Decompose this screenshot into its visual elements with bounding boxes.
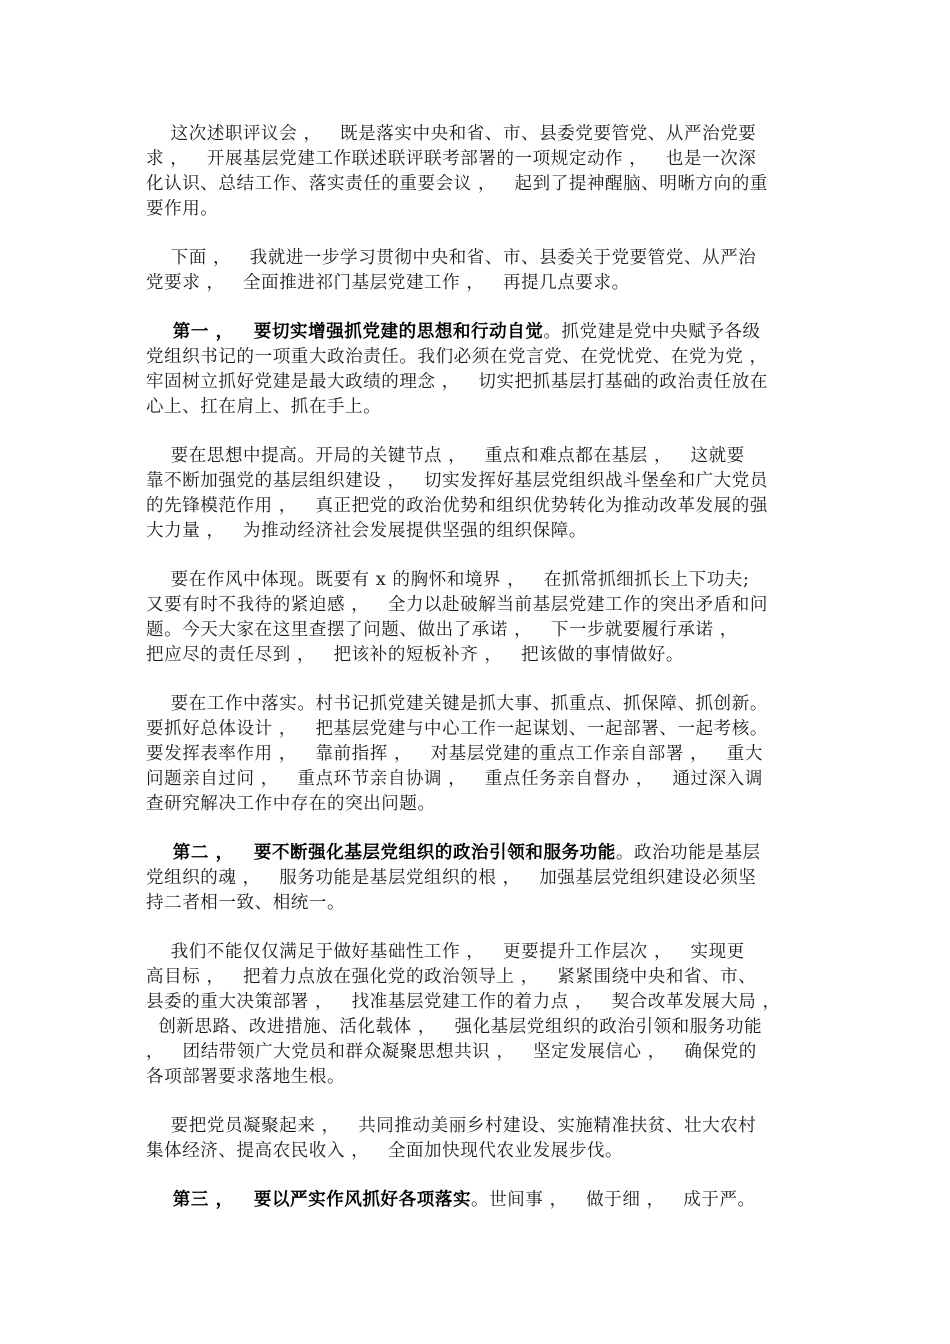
line-text: 又要有时不我待的紧迫感 ， 全力以赴破解当前基层党建工作的突出矛盾和问 [146,595,768,615]
text-line [146,172,810,197]
line-text: 党要求 ， 全面推进祁门基层党建工作 ， 再提几点要求。 [146,273,630,293]
line-text: 大力量 ， 为推动经济社会发展提供坚强的组织保障。 [146,521,587,541]
line-text: 要把党员凝聚起来 ， 共同推动美丽乡村建设、实施精准扶贫、壮大农村 [146,1116,757,1136]
text-line [146,197,810,222]
line-text: ， 团结带领广大党员和群众凝聚思想共识 ， 坚定发展信心 ， 确保党的 [146,1042,757,1062]
line-text: 靠不断加强党的基层组织建设 ， 切实发挥好基层党组织战斗堡垒和广大党员 [146,471,768,491]
text-line [146,965,810,990]
text-line [146,643,810,668]
text-line [146,395,810,420]
line-text: 化认识、总结工作、落实责任的重要会议 ， 起到了提神醒脑、明晰方向的重 [146,174,768,194]
text-line [146,444,810,469]
text-line [146,246,810,271]
line-text: 党组织的魂 ， 服务功能是基层党组织的根 ， 加强基层党组织建设必须坚 [146,868,757,888]
line-text: 。抓党建是党中央赋予各级 [543,322,761,342]
text-line [146,147,810,172]
text-line [146,1188,810,1213]
line-text: 要作用。 [146,199,219,219]
paragraph [146,1188,810,1213]
text-line [146,891,810,916]
paragraph [146,692,810,817]
section-heading: 第一 ， 要切实增强抓党建的思想和行动自觉 [146,322,544,342]
section-heading: 第二 ， 要不断强化基层党组织的政治引领和服务功能 [146,843,616,863]
line-text: 各项部署要求落地生根。 [146,1067,346,1087]
paragraph [146,940,810,1090]
text-line [146,1139,810,1164]
text-line [146,940,810,965]
line-text: 把应尽的责任尽到 ， 把该补的短板补齐 ， 把该做的事情做好。 [146,645,684,665]
text-line [146,792,810,817]
text-line [146,767,810,792]
text-line [146,519,810,544]
paragraph [146,122,810,222]
paragraph [146,444,810,544]
line-text: 查研究解决工作中存在的突出问题。 [146,794,436,814]
text-line [146,494,810,519]
line-text: 要在工作中落实。村书记抓党建关键是抓大事、抓重点、抓保障、抓创新。 [146,694,768,714]
paragraph [146,841,810,916]
text-line [146,568,810,593]
line-text: 题。今天大家在这里查摆了问题、做出了承诺 ， 下一步就要履行承诺 ， [146,620,738,640]
line-text: 求 ， 开展基层党建工作联述联评联考部署的一项规定动作 ， 也是一次深 [146,149,757,169]
text-line [146,841,810,866]
text-line [146,1114,810,1139]
section-heading: 第三 ， 要以严实作风抓好各项落实 [146,1190,472,1210]
line-text: 的先锋模范作用 ， 真正把党的政治优势和组织优势转化为推动改革发展的强 [146,496,768,516]
line-text: 牢固树立抓好党建是最大政绩的理念 ， 切实把抓基层打基础的政治责任放在 [146,372,768,392]
text-line [146,692,810,717]
paragraph [146,1114,810,1164]
text-line [146,1040,810,1065]
line-text: 这次述职评议会 ， 既是落实中央和省、市、县委党要管党、从严治党要 [146,124,757,144]
line-text: 。世间事 ， 做于细 ， 成于严。 [471,1190,756,1210]
text-line [146,1015,810,1040]
line-text: 要在作风中体现。既要有 x 的胸怀和境界 ， 在抓常抓细抓长上下功夫; [146,570,750,590]
line-text: 集体经济、提高农民收入 ， 全面加快现代农业发展步伐。 [146,1141,624,1161]
text-line [146,469,810,494]
line-text: 党组织书记的一项重大政治责任。我们必须在党言党、在党忧党、在党为党 ， [146,347,768,367]
text-line [146,990,810,1015]
paragraph [146,246,810,296]
line-text: 县委的重大决策部署 ， 找准基层党建工作的着力点 ， 契合改革发展大局 ， [146,992,781,1012]
line-text: 要在思想中提高。开局的关键节点 ， 重点和难点都在基层 ， 这就要 [146,446,745,466]
text-line [146,320,810,345]
text-line [146,618,810,643]
line-text: 要抓好总体设计 ， 把基层党建与中心工作一起谋划、一起部署、一起考核。 [146,719,768,739]
line-text: 持二者相一致、相统一。 [146,893,346,913]
line-text: 问题亲自过问 ， 重点环节亲自协调 ， 重点任务亲自督办 ， 通过深入调 [146,769,763,789]
document-body [146,122,810,1237]
line-text: 要发挥表率作用 ， 靠前指挥 ， 对基层党建的重点工作亲自部署 ， 重大 [146,744,763,764]
line-text: 我们不能仅仅满足于做好基础性工作 ， 更要提升工作层次 ， 实现更 [146,942,745,962]
line-text: 。政治功能是基层 [615,843,761,863]
text-line [146,1065,810,1090]
line-text: 心上、扛在肩上、抓在手上。 [146,397,382,417]
paragraph [146,320,810,420]
text-line [146,866,810,891]
text-line [146,122,810,147]
line-text: 下面 ， 我就进一步学习贯彻中央和省、市、县委关于党要管党、从严治 [146,248,757,268]
text-line [146,370,810,395]
text-line [146,593,810,618]
text-line [146,717,810,742]
line-text: 创新思路、改进措施、活化载体 ， 强化基层党组织的政治引领和服务功能 [146,1017,763,1037]
paragraph [146,568,810,668]
text-line [146,271,810,296]
text-line [146,345,810,370]
text-line [146,742,810,767]
line-text: 高目标 ， 把着力点放在强化党的政治领导上 ， 紧紧围绕中央和省、市、 [146,967,757,987]
